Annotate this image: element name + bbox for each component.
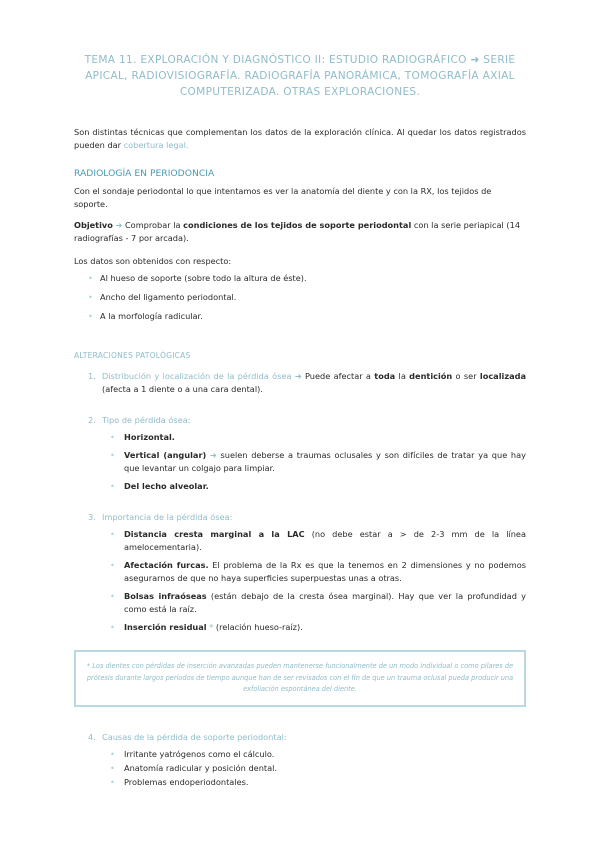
list-item <box>110 559 526 585</box>
objetivo-text: Comprobar la <box>122 220 184 230</box>
datos-paragraph: Los datos son obtenidos con respecto: <box>74 256 232 266</box>
list-item <box>110 431 526 444</box>
list-item <box>110 480 526 493</box>
arrow-icon: ➜ <box>115 220 123 230</box>
item-text: Puede afectar a <box>301 371 375 381</box>
intro-paragraph <box>74 126 526 152</box>
list-item: • Irritante yatrógenos como el cálculo. <box>110 748 526 761</box>
tipo-perdida-list <box>74 431 526 493</box>
list-item <box>110 621 526 634</box>
section-heading-radiologia: RADIOLOGÍA EN PERIODONCIA <box>74 168 215 179</box>
list-item <box>110 528 526 554</box>
list-item <box>110 590 526 616</box>
item-number: 3. <box>88 512 96 522</box>
item-number: 1. <box>88 371 96 381</box>
item-bold: Distancia cresta marginal a la LAC <box>124 529 305 539</box>
arrow-icon: ➜ <box>206 450 217 460</box>
item-text: suelen deberse a traumas oclusales y son difíciles de tratar ya que hay que levantar un colgajo para limpiar. <box>124 450 526 473</box>
objetivo-post: con la serie periapical (14 radiografías - 7 por arcada). <box>74 220 521 243</box>
list-item: • Al hueso de soporte (sobre todo la altura de éste). <box>88 272 526 285</box>
item-bold: localizada <box>479 371 526 381</box>
item-bold: Vertical (angular) <box>124 450 207 460</box>
list-item: • A la morfología radicular. <box>88 310 526 323</box>
item-number: 2. <box>88 415 96 425</box>
item-text: (no debe estar a > de 2-3 mm de la línea amelocementaria). <box>124 529 526 552</box>
arrow-icon: ➜ <box>294 371 302 381</box>
item-text: o ser <box>452 371 480 381</box>
item-bold: dentición <box>409 371 453 381</box>
item-bold: Horizontal. <box>124 432 175 442</box>
asterisk-mark: * <box>206 622 214 632</box>
item-bold: Del lecho alveolar. <box>124 481 209 491</box>
datos-list <box>74 272 526 323</box>
numbered-item-2 <box>74 414 526 427</box>
numbered-item-3 <box>74 511 526 524</box>
intro-highlight: cobertura legal. <box>123 140 189 150</box>
item-text: (relación hueso-raíz). <box>213 622 303 632</box>
item-bold: Afectación furcas. <box>124 560 209 570</box>
item-bold: Inserción residual <box>124 622 207 632</box>
causas-list <box>74 748 526 789</box>
numbered-item-1 <box>74 370 526 396</box>
document-title: TEMA 11. EXPLORACIÓN Y DIAGNÓSTICO II: ESTUDIO RADIOGRÁFICO ➜ SERIE APICAL, RADIOVISIOGRAFÍA. RADIOGRAFÍA PANORÁMICA, TOMOGRAFÍA AXIAL COMPUTERIZADA. OTRAS EXPLORACIONES. <box>84 54 516 98</box>
item-number: 4. <box>88 731 96 742</box>
intro-text: Son distintas técnicas que complementan los datos de la exploración clínica. Al quedar los datos registrados pueden dar <box>74 127 526 150</box>
item-title: Importancia de la pérdida ósea: <box>102 512 233 522</box>
list-item: • Problemas endoperiodontales. <box>110 776 526 789</box>
note-box: * Los dientes con pérdidas de inserción avanzadas pueden mantenerse funcionalmente de un modo individual o como pilares de prótesis durante largos periodos de tiempo aunque han de ser revisados con el fin de que un trauma oclusal pueda producir una exfoliación espontánea del diente. <box>74 650 526 707</box>
list-item: • Ancho del ligamento periodontal. <box>88 291 526 304</box>
item-title: Distribución y localización de la pérdida ósea <box>102 371 292 381</box>
objetivo-label: Objetivo <box>74 220 113 230</box>
objetivo-paragraph <box>74 219 526 245</box>
item-text: (afecta a 1 diente o a una cara dental). <box>102 384 263 394</box>
item-title: Causas de la pérdida de soporte periodontal: <box>102 731 287 742</box>
objetivo-bold: condiciones de los tejidos de soporte periodontal <box>183 220 412 230</box>
section1-paragraph: Con el sondaje periodontal lo que intentamos es ver la anatomía del diente y con la RX, los tejidos de soporte. <box>74 186 492 209</box>
item-text: la <box>395 371 410 381</box>
item-bold: Bolsas infraóseas <box>124 591 207 601</box>
item-text: (están debajo de la cresta ósea marginal). Hay que ver la profundidad y como está la raíz. <box>124 591 526 614</box>
item-text: El problema de la Rx es que la tenemos en 2 dimensiones y no podemos asegurarnos de que no haya superficies superpuestas unas a otras. <box>124 560 526 583</box>
importancia-list <box>74 528 526 634</box>
section-label-alteraciones: ALTERACIONES PATOLÓGICAS <box>74 351 191 360</box>
item-title: Tipo de pérdida ósea: <box>102 415 191 425</box>
item-bold: toda <box>374 371 396 381</box>
list-item <box>110 449 526 475</box>
list-item: • Anatomía radicular y posición dental. <box>110 762 526 775</box>
numbered-item-4 <box>74 731 526 744</box>
